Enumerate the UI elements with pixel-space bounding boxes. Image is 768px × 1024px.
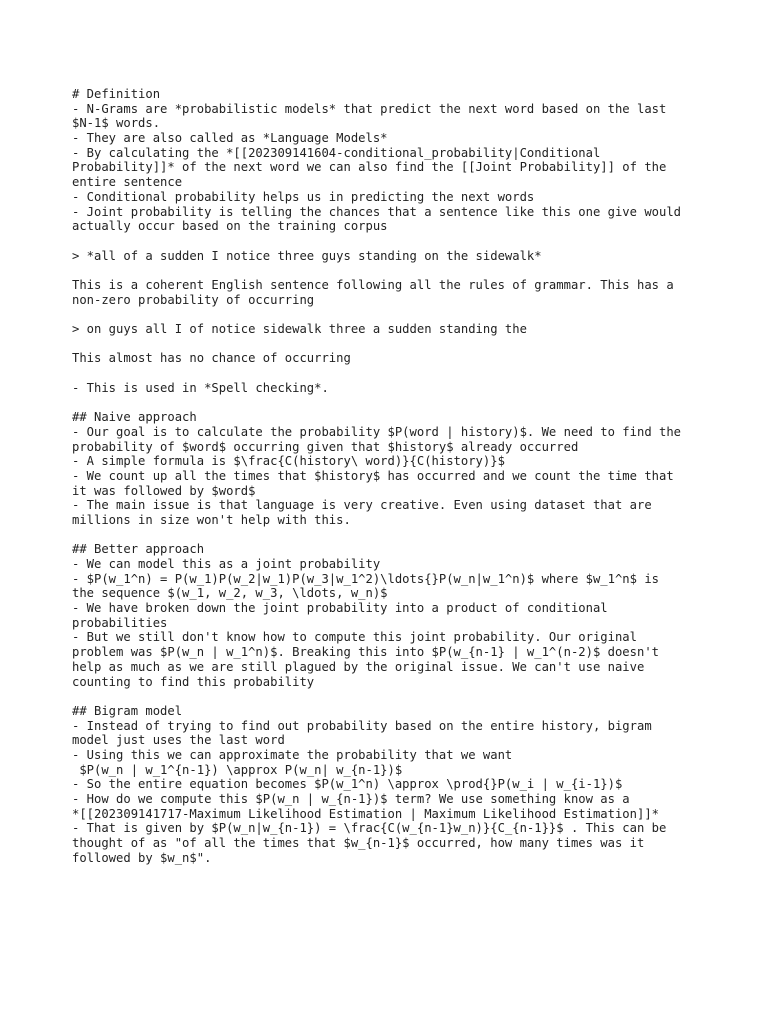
text-line: non-zero probability of occurring: [72, 292, 315, 307]
text-line: - A simple formula is $\frac{C(history\ word)}{C(history)}$: [72, 454, 505, 469]
text-line: - Instead of trying to find out probability based on the entire history, bigram: [72, 718, 652, 733]
text-line: $N-1$ words.: [72, 116, 161, 131]
text-line: - By calculating the *[[202309141604-conditional_probability|Conditional: [72, 145, 601, 160]
text-line: the sequence $(w_1, w_2, w_3, \ldots, w_n)$: [72, 586, 388, 601]
text-line: it was followed by $word$: [72, 483, 256, 498]
blank-line: [72, 263, 712, 278]
text-line: - So the entire equation becomes $P(w_1^n) \approx \prod{}P(w_i | w_{i-1})$: [72, 777, 623, 792]
blank-line: [72, 337, 712, 352]
blank-line: [72, 528, 712, 543]
text-line: actually occur based on the training corpus: [72, 219, 388, 234]
text-line: ## Bigram model: [72, 703, 183, 718]
text-line: - N-Grams are *probabilistic models* that predict the next word based on the last: [72, 101, 667, 116]
text-line: counting to find this probability: [72, 674, 315, 689]
text-line: This is a coherent English sentence following all the rules of grammar. This has a: [72, 277, 674, 292]
blank-line: [72, 395, 712, 410]
text-line: help as much as we are still plagued by the original issue. We can't use naive: [72, 659, 645, 674]
text-line: Probability]]* of the next word we can also find the [[Joint Probability]] of the: [72, 160, 667, 175]
text-line: - This is used in *Spell checking*.: [72, 380, 329, 395]
text-line: model just uses the last word: [72, 733, 285, 748]
text-line: thought of as "of all the times that $w_{n-1}$ occurred, how many times was it: [72, 836, 645, 851]
text-line: - We can model this as a joint probability: [72, 557, 381, 571]
document-text: [72, 87, 712, 865]
text-line: # Definition: [72, 87, 161, 101]
text-line: - Using this we can approximate the probability that we want: [72, 747, 513, 762]
text-line: > *all of a sudden I notice three guys standing on the sidewalk*: [72, 248, 542, 263]
blank-line: [72, 234, 712, 249]
text-line: - Our goal is to calculate the probability $P(word | history)$. We need to find the: [72, 424, 682, 439]
blank-line: [72, 307, 712, 322]
text-line: This almost has no chance of occurring: [72, 351, 351, 366]
text-line: entire sentence: [72, 175, 183, 190]
text-line: - $P(w_1^n) = P(w_1)P(w_2|w_1)P(w_3|w_1^2)\ldots{}P(w_n|w_1^n)$ where $w_1^n$ is: [72, 571, 659, 586]
text-line: - We count up all the times that $history$ has occurred and we count the time that: [72, 468, 674, 483]
text-line: *[[202309141717-Maximum Likelihood Estimation | Maximum Likelihood Estimation]]*: [72, 806, 659, 821]
text-line: - But we still don't know how to compute this joint probability. Our original: [72, 630, 637, 645]
text-line: - The main issue is that language is very creative. Even using dataset that are: [72, 498, 652, 513]
text-line: $P(w_n | w_1^{n-1}) \approx P(w_n| w_{n-1})$: [72, 762, 403, 777]
blank-line: [72, 689, 712, 704]
text-line: millions in size won't help with this.: [72, 512, 351, 527]
text-line: - Conditional probability helps us in predicting the next words: [72, 189, 535, 204]
text-line: followed by $w_n$".: [72, 850, 212, 865]
text-line: probability of $word$ occurring given that $history$ already occurred: [72, 439, 579, 454]
text-line: probabilities: [72, 615, 168, 630]
text-line: - They are also called as *Language Models*: [72, 131, 388, 146]
text-line: - That is given by $P(w_n|w_{n-1}) = \frac{C(w_{n-1}w_n)}{C_{n-1}}$ . This can be: [72, 821, 667, 836]
text-line: - We have broken down the joint probability into a product of conditional: [72, 601, 608, 616]
text-line: - How do we compute this $P(w_n | w_{n-1})$ term? We use something know as a: [72, 792, 630, 806]
text-line: ## Better approach: [72, 542, 205, 557]
text-line: problem was $P(w_n | w_1^n)$. Breaking this into $P(w_{n-1} | w_1^(n-2)$ doesn't: [72, 645, 659, 660]
text-line: - Joint probability is telling the chances that a sentence like this one give would: [72, 204, 682, 219]
blank-line: [72, 366, 712, 381]
text-line: > on guys all I of notice sidewalk three a sudden standing the: [72, 322, 527, 336]
text-line: ## Naive approach: [72, 410, 197, 425]
